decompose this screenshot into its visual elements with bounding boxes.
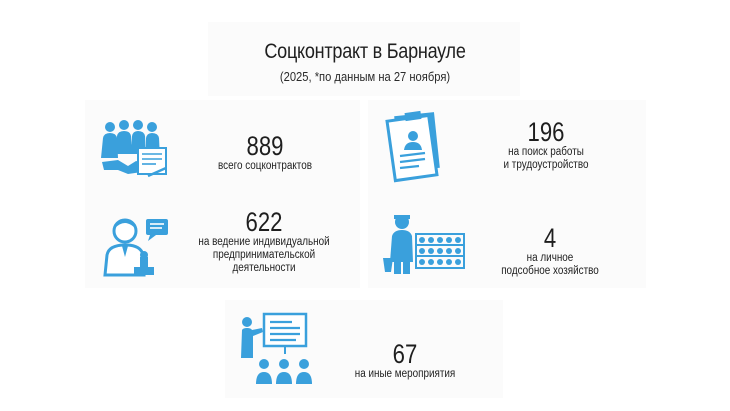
stat-job-search-label-line1: на поиск работы	[508, 146, 584, 158]
page-subtitle: (2025, *по данным на 27 ноября)	[279, 69, 451, 84]
stat-entrepreneurship-label-line1: на ведение индивидуальной	[198, 236, 330, 248]
stat-job-search	[466, 118, 626, 172]
stat-other	[325, 340, 485, 381]
stat-household	[470, 224, 630, 278]
stat-other-value: 67	[392, 339, 418, 369]
farmer-poultry-icon	[382, 212, 466, 276]
stat-household-label-line1: на личное	[526, 252, 574, 264]
resume-clipboard-icon	[383, 104, 445, 186]
stat-job-search-label-line2: и трудоустройство	[503, 159, 589, 171]
handshake-business-icon	[98, 118, 170, 180]
page-title: Соцконтракт в Барнауле	[264, 40, 466, 63]
stat-entrepreneurship-label-line2: предпринимательской	[212, 249, 316, 261]
stat-total	[185, 132, 345, 173]
stat-total-value: 889	[246, 131, 284, 161]
stat-entrepreneurship-label-line3: деятельности	[232, 262, 296, 274]
stat-other-label: на иные мероприятия	[354, 368, 456, 380]
stat-total-label: всего соцконтрактов	[217, 160, 312, 172]
stat-household-value: 4	[543, 223, 557, 253]
stat-job-search-value: 196	[527, 117, 565, 147]
stat-entrepreneurship-value: 622	[245, 207, 283, 237]
stat-entrepreneurship	[179, 208, 349, 275]
entrepreneur-stamp-icon	[102, 213, 172, 279]
stat-household-label-line2: подсобное хозяйство	[501, 265, 599, 277]
presentation-audience-icon	[238, 312, 328, 386]
